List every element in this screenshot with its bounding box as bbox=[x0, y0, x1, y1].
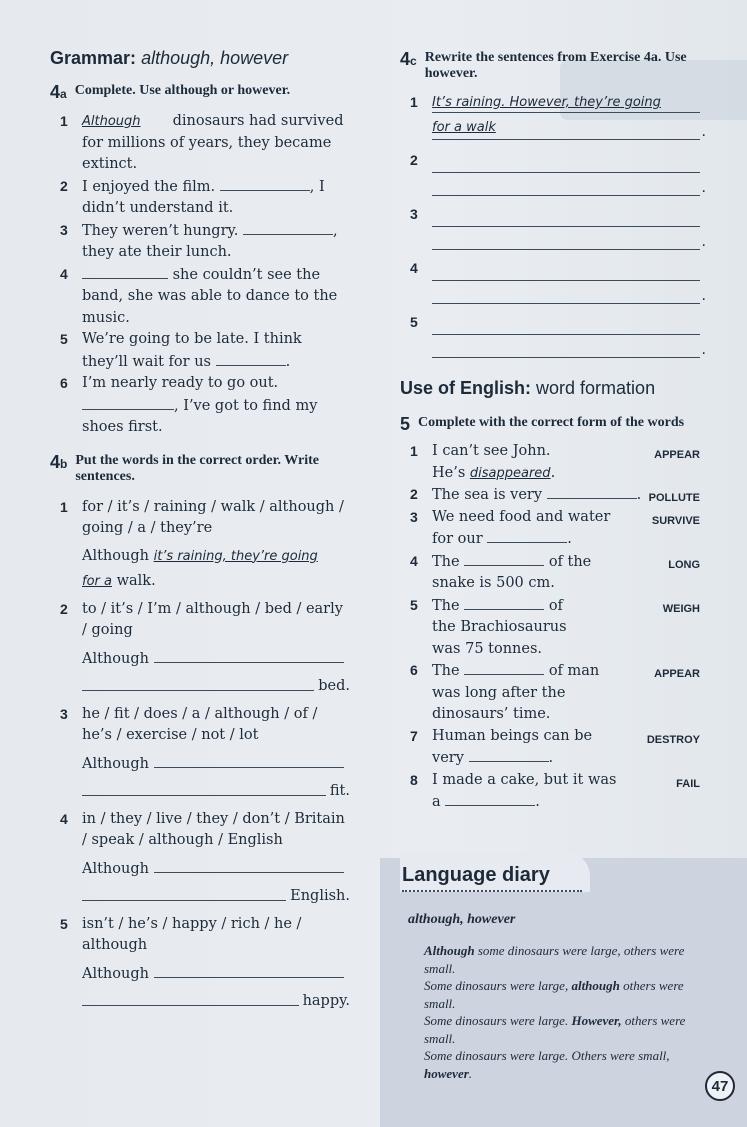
list-item: 2 . bbox=[410, 152, 706, 196]
answer-blank[interactable] bbox=[547, 484, 637, 499]
list-item: 2 to / it’s / I’m / although / bed / early / going Although bed. bbox=[60, 600, 350, 694]
language-diary-subtitle: although, however bbox=[408, 912, 516, 927]
answer-line[interactable]: . bbox=[432, 227, 700, 250]
exercise-4a-items bbox=[50, 111, 350, 439]
answer-line[interactable]: . bbox=[432, 335, 700, 358]
list-item: 3 We need food and water for our . SURVIVE bbox=[410, 508, 700, 547]
language-diary-title: Language diary bbox=[402, 864, 550, 886]
list-item: 8 I made a cake, but it was a . FAIL bbox=[410, 771, 700, 810]
answer-line[interactable]: . bbox=[432, 281, 700, 304]
answer-blank[interactable] bbox=[82, 991, 299, 1006]
answer-line[interactable] bbox=[432, 312, 700, 335]
answer-line[interactable] bbox=[432, 204, 700, 227]
list-item: 4 in / they / live / they / don’t / Britain / speak / although / English Although English. bbox=[60, 810, 350, 904]
answer-blank[interactable] bbox=[82, 264, 168, 279]
list-item: 6 I’m nearly ready to go out. , I’ve got to find my shoes first. bbox=[60, 375, 318, 435]
list-item: 4 she couldn’t see the band, she was able to dance to the music. bbox=[60, 265, 338, 326]
answer-blank[interactable] bbox=[464, 551, 544, 566]
exercise-4b-instruction: Put the words in the correct order. Write sentences. bbox=[75, 452, 320, 484]
grammar-heading: Grammar: although, however bbox=[50, 48, 289, 68]
exercise-5-items bbox=[400, 441, 700, 814]
divider bbox=[402, 890, 582, 892]
list-item: 6 The of man was long after the dinosaurs’ time. APPEAR bbox=[410, 662, 700, 722]
answer-blank[interactable] bbox=[469, 747, 549, 762]
list-item: 5 . bbox=[410, 314, 706, 358]
exercise-4c-items bbox=[400, 92, 706, 358]
answer-blank[interactable] bbox=[464, 595, 544, 610]
list-item: 1 It’s raining. However, they’re going for a walk . bbox=[410, 94, 706, 140]
answer-blank[interactable] bbox=[82, 781, 326, 796]
diary-example: Some dinosaurs were large. However, others were small. bbox=[424, 1013, 686, 1046]
answer-blank[interactable] bbox=[154, 648, 344, 663]
answer-blank[interactable] bbox=[216, 351, 286, 366]
exercise-4a-instruction: Complete. Use although or however. bbox=[74, 83, 291, 98]
answer-blank[interactable] bbox=[82, 886, 286, 901]
right-column bbox=[400, 49, 706, 814]
list-item: 4 . bbox=[410, 260, 706, 304]
answer-blank[interactable] bbox=[445, 791, 535, 806]
language-diary-box bbox=[380, 858, 747, 1127]
answer-blank[interactable] bbox=[82, 676, 314, 691]
list-item: 3 . bbox=[410, 206, 706, 250]
list-item: 7 Human beings can be very . DESTROY bbox=[410, 727, 700, 766]
answer-blank[interactable] bbox=[243, 220, 333, 235]
answer-blank[interactable] bbox=[154, 858, 344, 873]
answer-blank[interactable] bbox=[154, 753, 344, 768]
exercise-5-heading: 5 Complete with the correct form of the words bbox=[400, 414, 685, 434]
diary-example: Some dinosaurs were large. Others were small, however. bbox=[424, 1048, 670, 1081]
list-item: 1 for / it’s / raining / walk / although / going / a / they’re Although it’s raining, they’re going for a walk. bbox=[60, 498, 344, 589]
answer-line[interactable] bbox=[432, 150, 700, 173]
list-item: 2 I enjoyed the film. , I didn’t understand it. bbox=[60, 177, 325, 216]
list-item: 5 The of the Brachiosaurus was 75 tonnes. WEIGH bbox=[410, 596, 700, 657]
language-diary-examples bbox=[424, 942, 694, 1082]
exercise-5-instruction: Complete with the correct form of the words bbox=[418, 415, 685, 430]
exercise-4c-heading: 4c Rewrite the sentences from Exercise 4a. Use however. bbox=[400, 50, 700, 82]
list-item: 1 Although dinosaurs had survived for millions of years, they became extinct. bbox=[60, 113, 344, 172]
list-item: 4 The of the snake is 500 cm. LONG bbox=[410, 552, 700, 591]
diary-example: Some dinosaurs were large, although others were small. bbox=[424, 978, 684, 1011]
exercise-4b-items bbox=[50, 497, 350, 1013]
diary-example: Although some dinosaurs were large, others were small. bbox=[424, 943, 685, 976]
exercise-4a-heading: 4a Complete. Use although or however. bbox=[50, 82, 291, 102]
list-item: 2 The sea is very . POLLUTE bbox=[410, 486, 700, 504]
answer-line[interactable]: . bbox=[432, 173, 700, 196]
answer-blank[interactable] bbox=[220, 176, 310, 191]
exercise-4c-instruction: Rewrite the sentences from Exercise 4a. Use however. bbox=[424, 50, 687, 81]
answer-blank[interactable] bbox=[464, 660, 544, 675]
answer-blank[interactable] bbox=[82, 395, 174, 410]
answer-line[interactable] bbox=[432, 258, 700, 281]
page-number: 47 bbox=[705, 1071, 735, 1101]
list-item: 3 They weren’t hungry. , they ate their lunch. bbox=[60, 221, 338, 260]
list-item: 5 isn’t / he’s / happy / rich / he / although Although happy. bbox=[60, 915, 350, 1009]
list-item: 5 We’re going to be late. I think they’ll wait for us . bbox=[60, 331, 302, 370]
exercise-4b-heading: 4b Put the words in the correct order. Write sentences. bbox=[50, 453, 350, 485]
list-item: 1 I can’t see John. He’s disappeared. APPEAR bbox=[410, 443, 700, 481]
list-item: 3 he / fit / does / a / although / of / he’s / exercise / not / lot Although fit. bbox=[60, 705, 350, 799]
answer-blank[interactable] bbox=[154, 963, 344, 978]
use-of-english-heading: Use of English: word formation bbox=[400, 378, 656, 398]
left-column bbox=[50, 48, 350, 1013]
answer-blank[interactable] bbox=[487, 528, 567, 543]
